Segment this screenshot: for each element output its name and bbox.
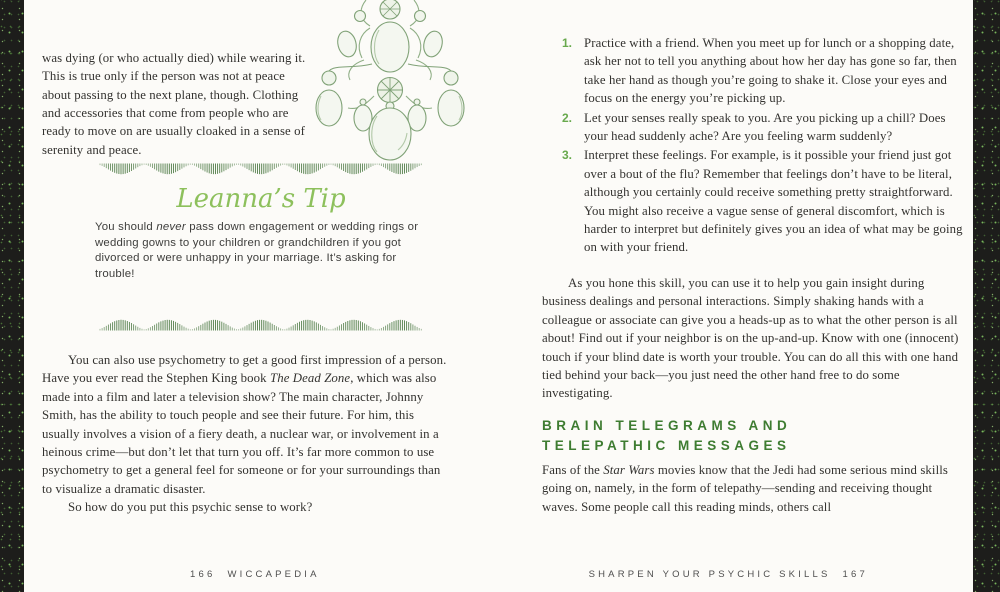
book-title: WICCAPEDIA	[227, 569, 320, 580]
list-number: 1.	[562, 36, 573, 50]
right-paragraph-2: Fans of the Star Wars movies know that the Jedi had some serious mind skills going on, namely, in the form of telepathy—sending and receiving thought waves. Some people call this reading minds, others call	[542, 462, 948, 514]
right-cover-edge	[973, 0, 1000, 592]
garland-divider-top	[98, 162, 424, 176]
practice-steps-list	[542, 34, 968, 257]
tip-title: Leanna’s Tip	[176, 184, 346, 214]
tip-box	[95, 162, 427, 294]
list-number: 3.	[562, 148, 573, 163]
footer-left	[190, 569, 320, 580]
list-item: 1. Practice with a friend. When you meet up for lunch or a shopping date, ask her not to tell you anything about how her day has gone so far, then take her hand as though you’re going to shake it. Close your eyes and focus on the energy you’re picking up.	[562, 34, 968, 108]
page-right	[500, 0, 973, 592]
garland-divider-bottom-wrap	[95, 318, 427, 332]
left-paragraph-1: was dying (or who actually died) while wearing it. This is true only if the person was not at peace about passing to the next plane, though. Clothing and accessories that come from people who are ready to move on are usually cloaked in a sense of serenity and peace.	[42, 50, 306, 157]
tip-text: You should never pass down engagement or wedding rings or wedding gowns to your children or grandchildren if you got divorced or were unhappy in your marriage. It’s asking for trouble!	[95, 221, 419, 280]
section-heading: BRAIN TELEGRAMS AND TELEPATHIC MESSAGES	[542, 417, 792, 453]
footer-right	[589, 569, 868, 580]
list-item: 3. Interpret these feelings. For example, is it possible your friend just got over a bout of the flu? Remember that feelings don’t have to be literal, although you certainly could receive something pretty straightforward. You might also receive a vague sense of general discomfort, which is harder to interpret but definitely gives you an idea of what may be going on with your friend.	[562, 146, 968, 256]
list-item: 2. Let your senses really speak to you. Are you picking up a chill? Does your head suddenly ache? Are you feeling warm suddenly?	[562, 109, 968, 146]
left-cover-edge	[0, 0, 24, 592]
left-paragraph-3: So how do you put this psychic sense to work?	[68, 500, 313, 515]
left-paragraph-2: You can also use psychometry to get a good first impression of a person. Have you ever read the Stephen King book The Dead Zone, which was also made into a film and later a television show? The main character, Johnny Smith, has the ability to touch people and see their future. For him, this usually involves a vision of a fiery death, a nuclear war, or involvement in a heinous crime—but don’t let that turn you off. It’s far more common to use psychometry to get a general feel for someone or for your surroundings than to visualize a dramatic disaster.	[42, 353, 447, 496]
page-number-left: 166	[190, 569, 216, 580]
page-left	[24, 0, 500, 592]
chapter-title: SHARPEN YOUR PSYCHIC SKILLS	[588, 569, 831, 580]
garland-divider-bottom	[98, 318, 424, 332]
pearl-brooch-illustration	[300, 0, 480, 162]
page-number-right: 167	[842, 569, 868, 580]
right-paragraph-1: As you hone this skill, you can use it to help you gain insight during business dealings and personal interactions. Simply shaking hands with a colleague or associate can give you a heads-up as to what the other person is all about! Find out if your neighbor is on the up-and-up. Know with one (innocent) touch if your blind date is worth your trouble. You can do all this with one hand tied behind your back—you just need the other hand free to do some investigating.	[542, 275, 959, 401]
list-number: 2.	[562, 110, 573, 125]
